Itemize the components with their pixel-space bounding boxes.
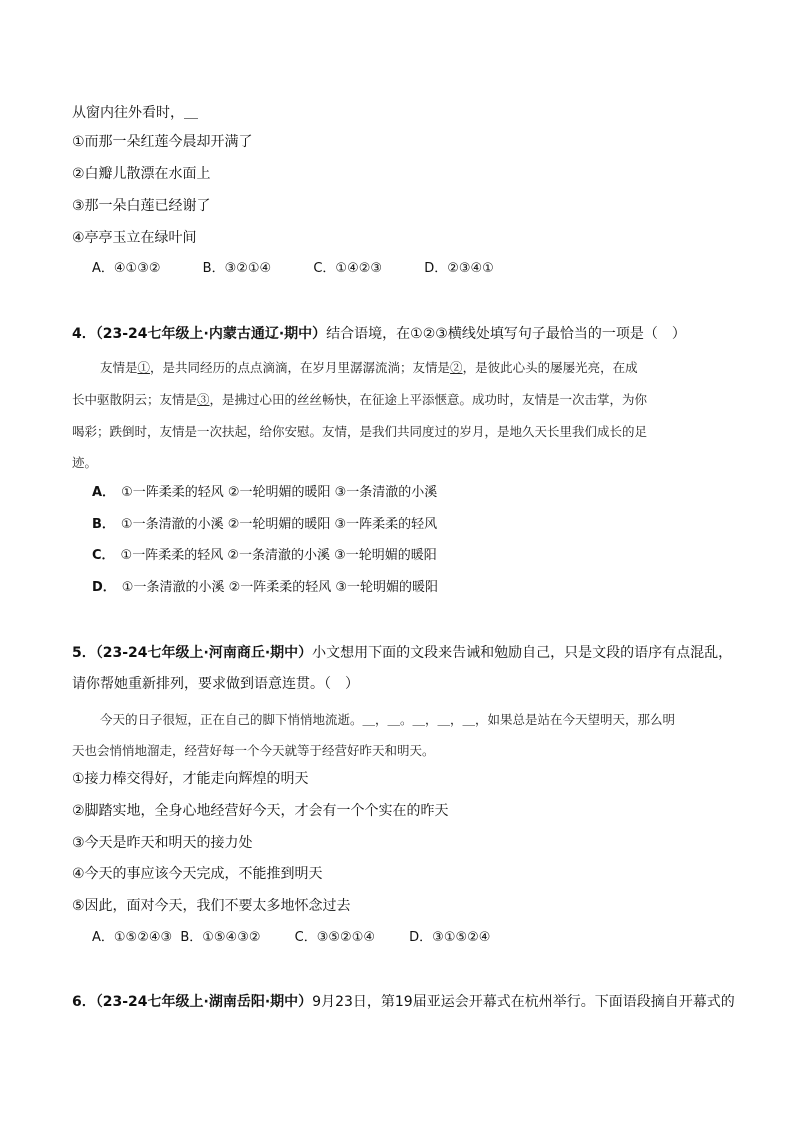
q4-passage-text: ，是拂过心田的丝丝畅快，在征途上平添惬意。成功时，友情是一次击掌，为你	[209, 392, 648, 407]
choice-text: ①一阵柔柔的轻风 ②一条清澈的小溪 ③一轮明媚的暖阳	[120, 548, 437, 563]
q6-header	[72, 992, 735, 1012]
choice-label: D．	[92, 580, 116, 595]
q4-passage-line-2	[72, 384, 647, 416]
q4-passage-text: ，是彼此心头的屡屡光亮，在成	[462, 360, 638, 375]
q4-blank-2: ②	[450, 360, 463, 375]
q6-prompt: 9月23日，第19届亚运会开幕式在杭州举行。下面语段摘自开幕式的	[312, 994, 735, 1010]
q5-number: 5．	[72, 645, 96, 661]
q4-passage-line-1	[100, 352, 638, 384]
q5-passage-line-1: 今天的日子很短，正在自己的脚下悄悄地流逝。＿，＿。＿，＿，＿，如果总是站在今天望明天，那么明	[100, 712, 676, 727]
q4-passage-text: ，是共同经历的点点滴滴，在岁月里潺潺流淌；友情是	[150, 360, 451, 375]
q4-choice-d[interactable]	[92, 578, 438, 598]
q5-item-4: ④今天的事应该今天完成，不能推到明天	[72, 866, 323, 882]
q4-number: 4．	[72, 326, 96, 342]
q4-choice-a[interactable]	[92, 483, 437, 503]
q5-option-d[interactable]: D．③①⑤②④	[409, 930, 491, 945]
q4-passage-line-4: 迹。	[72, 455, 98, 470]
q4-choice-b[interactable]	[92, 515, 437, 535]
q4-choice-c[interactable]	[92, 546, 437, 566]
choice-text: ①一条清澈的小溪 ②一阵柔柔的轻风 ③一轮明媚的暖阳	[121, 580, 439, 595]
q3-option-d[interactable]: D．②③④①	[424, 261, 494, 276]
q4-source: （23-24七年级上·内蒙古通辽·期中）	[95, 326, 327, 342]
q5-options	[92, 928, 528, 948]
choice-label: B．	[92, 517, 115, 532]
q3-item-4: ④亭亭玉立在绿叶间	[72, 230, 197, 246]
q3-option-b[interactable]: B．③②①④	[202, 261, 272, 276]
q4-passage-text: 长中驱散阴云；友情是	[72, 392, 198, 407]
q5-option-a[interactable]: A．①⑤②④③	[92, 930, 173, 945]
q5-item-5: ⑤因此，面对今天，我们不要太多地怀念过去	[72, 898, 351, 914]
q5-item-1: ①接力棒交得好，才能走向辉煌的明天	[72, 771, 309, 787]
q6-source: （23-24七年级上·湖南岳阳·期中）	[95, 994, 313, 1010]
q6-number: 6．	[72, 994, 96, 1010]
choice-label: A．	[92, 485, 116, 500]
q5-source: （23-24七年级上·河南商丘·期中）	[95, 645, 313, 661]
q4-passage-text: 友情是	[100, 360, 138, 375]
q5-option-c[interactable]: C．③⑤②①④	[294, 930, 376, 945]
q3-item-2: ②白瓣儿散漂在水面上	[72, 166, 211, 182]
choice-label: C．	[92, 548, 115, 563]
q3-option-a[interactable]: A．④①③②	[92, 261, 161, 276]
q5-passage-line-2: 天也会悄悄地溜走，经营好每一个今天就等于经营好昨天和明天。	[72, 743, 435, 758]
q3-option-c[interactable]: C．①④②③	[313, 261, 383, 276]
q5-prompt-line-1: 小文想用下面的文段来告诫和勉励自己，只是文段的语序有点混乱，	[312, 645, 733, 661]
q4-blank-3: ③	[197, 392, 210, 407]
q5-prompt-line-2: 请你帮她重新排列，要求做到语意连贯。（ ）	[72, 676, 359, 692]
q4-passage-line-3: 喝彩；跌倒时，友情是一次扶起，给你安慰。友情，是我们共同度过的岁月，是地久天长里我们成长的足	[72, 424, 648, 439]
q4-prompt: 结合语境，在①②③横线处填写句子最恰当的一项是（ ）	[326, 326, 686, 342]
q3-item-3: ③那一朵白莲已经谢了	[72, 198, 211, 214]
q5-item-3: ③今天是昨天和明天的接力处	[72, 835, 253, 851]
q5-item-2: ②脚踏实地，全身心地经营好今天，才会有一个个实在的昨天	[72, 803, 449, 819]
choice-text: ①一条清澈的小溪 ②一轮明媚的暖阳 ③一阵柔柔的轻风	[120, 517, 438, 532]
q4-header	[72, 324, 686, 344]
q5-option-b[interactable]: B．①⑤④③②	[180, 930, 261, 945]
q3-item-1: ①而那一朵红莲今晨却开满了	[72, 134, 253, 150]
q4-blank-1: ①	[137, 360, 151, 375]
q3-stem-tail: 从窗内往外看时，＿	[72, 105, 198, 121]
choice-text: ①一阵柔柔的轻风 ②一轮明媚的暖阳 ③一条清澈的小溪	[121, 485, 438, 500]
q3-options	[92, 259, 532, 279]
q5-header	[72, 643, 732, 663]
